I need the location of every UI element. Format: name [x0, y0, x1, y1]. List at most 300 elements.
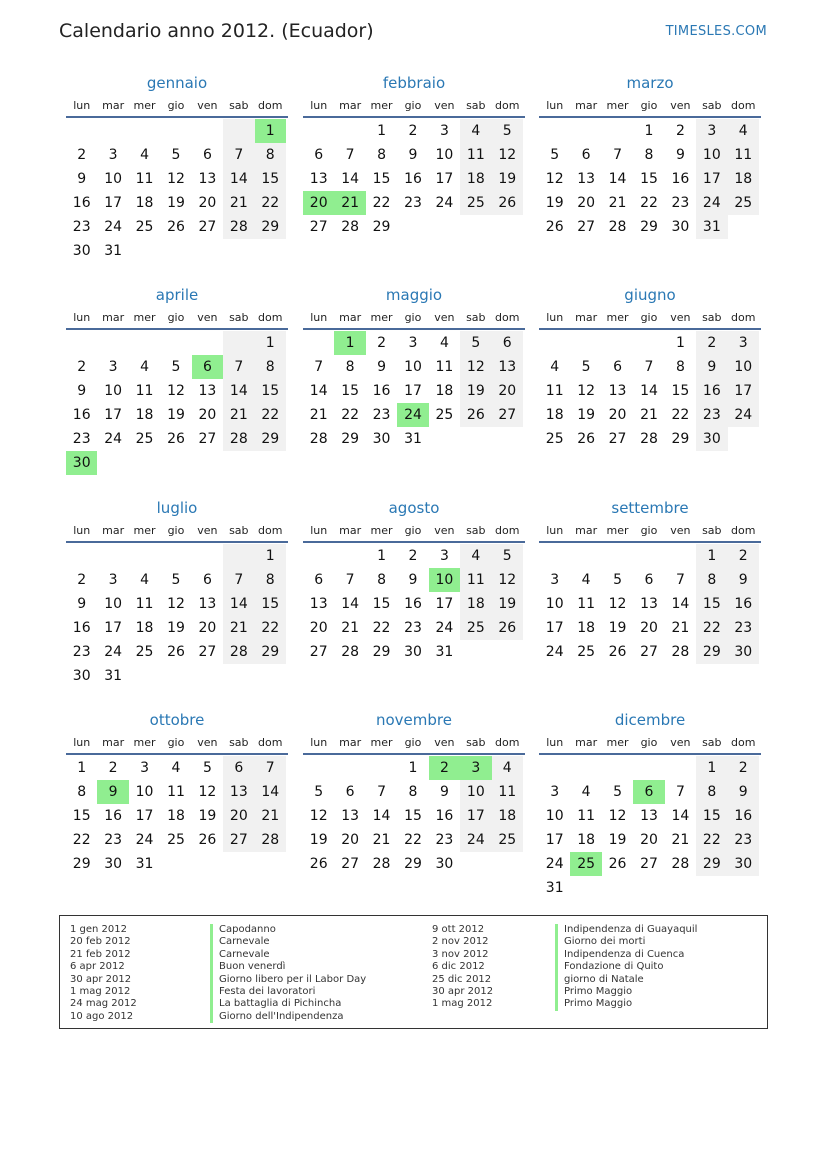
day-cell: 13	[640, 808, 658, 824]
day-cell: 19	[492, 592, 523, 616]
weekday-label: lun	[310, 99, 328, 112]
month-name: luglio	[156, 499, 198, 517]
weekday-label: mar	[575, 736, 598, 749]
day-cell-empty	[192, 119, 223, 143]
day-cell: 21	[671, 832, 690, 848]
day-cell: 15	[671, 383, 690, 399]
day-cell: 18	[728, 167, 759, 191]
day-cell: 24	[545, 644, 564, 660]
day-cell-empty	[429, 427, 460, 451]
weekday-header	[539, 94, 761, 118]
day-cell: 2	[728, 544, 759, 568]
day-cell: 29	[696, 640, 727, 664]
day-cell: 23	[104, 832, 123, 848]
weekday-header	[66, 306, 288, 330]
legend-date: 24 mag 2012	[70, 998, 137, 1010]
day-cell: 15	[372, 596, 391, 612]
day-cell: 2	[675, 123, 685, 139]
day-cell-empty	[460, 852, 491, 876]
day-cell: 10	[545, 596, 564, 612]
weekday-label: sab	[702, 99, 722, 112]
day-cell: 22	[255, 191, 286, 215]
month-settembre	[539, 497, 761, 664]
day-cell: 25	[135, 219, 154, 235]
weekday-header	[539, 519, 761, 543]
day-cell-empty	[492, 640, 523, 664]
month-novembre	[303, 709, 525, 876]
day-cell: 15	[255, 167, 286, 191]
day-cell: 5	[171, 359, 181, 375]
day-cell: 18	[435, 383, 454, 399]
day-cell: 24	[104, 219, 123, 235]
day-cell: 26	[167, 644, 185, 660]
day-cell: 6	[223, 756, 254, 780]
day-cell-empty	[255, 239, 286, 263]
day-cell: 6	[644, 572, 654, 588]
weekday-label: sab	[229, 99, 249, 112]
day-cell-empty	[334, 756, 365, 780]
weekday-label: ven	[434, 99, 455, 112]
day-cell: 8	[377, 147, 387, 163]
day-cell: 23	[728, 616, 759, 640]
day-cell: 11	[728, 143, 759, 167]
day-cell: 26	[167, 219, 185, 235]
weekday-label: ven	[670, 311, 691, 324]
weekday-label: dom	[258, 736, 283, 749]
day-cell: 17	[104, 620, 123, 636]
day-cell: 20	[303, 191, 334, 215]
day-cell: 5	[613, 572, 623, 588]
day-cell: 27	[341, 856, 360, 872]
day-cell: 2	[108, 760, 118, 776]
day-cell-empty	[460, 427, 491, 451]
day-cell-empty	[602, 544, 633, 568]
day-cell-empty	[97, 451, 128, 475]
day-cell: 6	[581, 147, 591, 163]
legend-name: Festa dei lavoratori	[210, 986, 366, 998]
weekday-header	[66, 94, 288, 118]
legend-name: Primo Maggio	[555, 998, 697, 1010]
weekday-label: mer	[606, 736, 629, 749]
month-febbraio	[303, 72, 525, 239]
day-cell-empty	[633, 544, 664, 568]
day-cell: 13	[223, 780, 254, 804]
day-cell: 21	[341, 620, 360, 636]
month-name: novembre	[376, 711, 452, 729]
day-cell: 15	[696, 804, 727, 828]
day-cell: 6	[192, 355, 223, 379]
day-cell: 25	[135, 644, 154, 660]
day-cell: 24	[135, 832, 154, 848]
day-cell: 1	[255, 119, 286, 143]
day-cell-empty	[460, 215, 491, 239]
day-cell-empty	[366, 756, 397, 780]
day-cell: 12	[545, 171, 564, 187]
day-grid	[66, 756, 286, 876]
weekday-label: sab	[466, 736, 486, 749]
day-cell: 24	[545, 856, 564, 872]
month-name: marzo	[626, 74, 674, 92]
day-cell: 24	[728, 403, 759, 427]
day-cell-empty	[97, 331, 128, 355]
day-cell: 6	[314, 147, 324, 163]
day-cell: 9	[696, 355, 727, 379]
day-cell: 23	[728, 828, 759, 852]
day-cell-empty	[460, 640, 491, 664]
day-cell: 28	[223, 215, 254, 239]
day-cell: 25	[545, 431, 564, 447]
legend-name: Primo Maggio	[555, 986, 697, 998]
day-cell: 3	[108, 572, 118, 588]
weekday-header	[66, 731, 288, 755]
day-cell: 26	[492, 191, 523, 215]
day-cell: 24	[104, 431, 123, 447]
day-cell-empty	[570, 756, 601, 780]
day-cell: 25	[492, 828, 523, 852]
day-cell: 10	[460, 780, 491, 804]
day-cell: 20	[198, 620, 217, 636]
weekday-label: gio	[640, 736, 658, 749]
legend-date: 6 apr 2012	[70, 961, 125, 973]
weekday-label: ven	[434, 524, 455, 537]
day-cell: 20	[492, 379, 523, 403]
day-cell: 14	[255, 780, 286, 804]
day-cell: 2	[429, 756, 460, 780]
day-cell: 24	[460, 828, 491, 852]
day-cell: 14	[223, 592, 254, 616]
day-cell: 6	[492, 331, 523, 355]
weekday-label: lun	[310, 736, 328, 749]
day-cell-empty	[192, 544, 223, 568]
day-cell: 2	[728, 756, 759, 780]
weekday-label: lun	[546, 736, 564, 749]
day-cell: 17	[104, 407, 123, 423]
day-cell: 18	[135, 407, 154, 423]
weekday-label: mar	[339, 311, 362, 324]
day-cell: 11	[435, 359, 454, 375]
day-cell: 2	[77, 359, 87, 375]
brand-link[interactable]: TIMESLES.COM	[665, 24, 767, 39]
day-cell: 17	[435, 596, 454, 612]
day-cell: 1	[675, 335, 685, 351]
day-cell: 3	[108, 147, 118, 163]
day-cell-empty	[129, 331, 160, 355]
day-cell: 20	[577, 195, 596, 211]
day-cell: 30	[728, 852, 759, 876]
day-cell: 20	[640, 832, 658, 848]
day-cell-empty	[570, 119, 601, 143]
day-cell: 15	[640, 171, 658, 187]
day-cell: 22	[404, 832, 422, 848]
day-cell: 19	[198, 808, 217, 824]
month-name: febbraio	[382, 74, 446, 92]
weekday-label: mar	[575, 524, 598, 537]
month-agosto	[303, 497, 525, 664]
day-cell: 30	[72, 243, 91, 259]
day-cell: 11	[492, 780, 523, 804]
weekday-label: sab	[229, 736, 249, 749]
day-cell: 30	[435, 856, 454, 872]
day-grid	[303, 119, 523, 239]
day-cell: 25	[570, 852, 601, 876]
day-cell-empty	[303, 119, 334, 143]
weekday-label: lun	[310, 311, 328, 324]
day-cell: 5	[550, 147, 560, 163]
day-grid	[539, 331, 759, 451]
day-cell: 27	[640, 644, 658, 660]
day-cell-empty	[397, 215, 428, 239]
day-cell: 1	[696, 756, 727, 780]
day-cell-empty	[334, 544, 365, 568]
day-cell: 9	[408, 572, 418, 588]
day-cell: 28	[671, 644, 690, 660]
day-cell: 19	[460, 379, 491, 403]
page-title: Calendario anno 2012. (Ecuador)	[59, 20, 374, 42]
day-cell: 1	[696, 544, 727, 568]
day-cell-empty	[665, 756, 696, 780]
weekday-header	[303, 306, 525, 330]
day-cell: 20	[309, 620, 328, 636]
day-cell: 12	[167, 383, 185, 399]
day-cell: 8	[345, 359, 355, 375]
day-cell: 22	[372, 195, 391, 211]
day-cell-empty	[602, 756, 633, 780]
day-cell: 7	[644, 359, 654, 375]
day-cell: 30	[372, 431, 391, 447]
day-cell: 19	[577, 407, 596, 423]
day-cell-empty	[223, 119, 254, 143]
day-cell: 12	[608, 808, 627, 824]
day-cell: 10	[429, 568, 460, 592]
day-cell: 28	[255, 828, 286, 852]
day-cell: 1	[77, 760, 87, 776]
legend-name: Carnevale	[210, 936, 366, 948]
day-cell: 18	[460, 167, 491, 191]
day-cell: 10	[135, 784, 154, 800]
day-cell: 16	[104, 808, 123, 824]
weekday-label: mar	[102, 99, 125, 112]
day-cell: 29	[72, 856, 91, 872]
day-cell: 13	[640, 596, 658, 612]
day-cell: 28	[372, 856, 391, 872]
day-cell: 21	[223, 191, 254, 215]
legend-date: 1 gen 2012	[70, 924, 128, 935]
day-cell: 3	[460, 756, 491, 780]
day-cell: 2	[408, 548, 418, 564]
weekday-label: dom	[731, 311, 756, 324]
day-cell: 8	[675, 359, 685, 375]
holiday-legend	[59, 915, 768, 1029]
day-cell: 8	[644, 147, 654, 163]
day-cell: 5	[492, 119, 523, 143]
weekday-label: sab	[466, 99, 486, 112]
weekday-label: mar	[575, 311, 598, 324]
day-cell-empty	[492, 852, 523, 876]
weekday-header	[303, 731, 525, 755]
day-cell: 2	[77, 147, 87, 163]
day-cell: 28	[608, 219, 627, 235]
weekday-label: mer	[370, 311, 393, 324]
day-cell: 13	[577, 171, 596, 187]
day-cell-empty	[66, 119, 97, 143]
legend-date: 2 nov 2012	[432, 936, 489, 948]
legend-date: 21 feb 2012	[70, 948, 131, 960]
weekday-label: sab	[702, 524, 722, 537]
day-cell-empty	[539, 544, 570, 568]
day-cell: 18	[135, 195, 154, 211]
day-cell: 31	[404, 431, 422, 447]
day-grid	[539, 756, 759, 900]
day-cell-empty	[129, 664, 160, 688]
day-cell: 11	[545, 383, 564, 399]
day-cell: 26	[577, 431, 596, 447]
day-cell: 12	[608, 596, 627, 612]
day-cell: 20	[198, 195, 217, 211]
day-cell-empty	[665, 544, 696, 568]
day-cell: 20	[223, 804, 254, 828]
day-grid	[539, 119, 759, 239]
weekday-label: dom	[731, 524, 756, 537]
day-cell-empty	[696, 876, 727, 900]
day-cell: 7	[345, 572, 355, 588]
weekday-label: dom	[495, 736, 520, 749]
day-cell: 8	[696, 568, 727, 592]
day-cell: 3	[140, 760, 150, 776]
day-grid	[303, 544, 523, 664]
weekday-label: mar	[339, 736, 362, 749]
day-cell: 21	[334, 191, 365, 215]
weekday-label: gio	[404, 99, 422, 112]
day-cell: 18	[167, 808, 185, 824]
day-cell: 29	[372, 219, 391, 235]
day-cell: 17	[460, 804, 491, 828]
legend-date: 30 apr 2012	[432, 985, 494, 997]
day-cell: 27	[198, 644, 217, 660]
day-cell: 14	[341, 596, 360, 612]
day-cell-empty	[633, 331, 664, 355]
day-cell: 1	[377, 123, 387, 139]
day-cell: 28	[640, 431, 658, 447]
day-cell: 14	[671, 808, 690, 824]
day-cell: 14	[223, 379, 254, 403]
day-cell: 14	[640, 383, 658, 399]
day-grid	[66, 544, 286, 688]
day-cell: 19	[492, 167, 523, 191]
weekday-label: sab	[229, 524, 249, 537]
day-cell: 27	[198, 219, 217, 235]
day-cell-empty	[97, 119, 128, 143]
weekday-label: mer	[133, 311, 156, 324]
day-cell: 16	[696, 379, 727, 403]
day-cell-empty	[633, 876, 664, 900]
day-cell: 9	[675, 147, 685, 163]
weekday-label: gio	[167, 736, 185, 749]
day-cell: 18	[460, 592, 491, 616]
day-cell-empty	[570, 544, 601, 568]
day-cell: 7	[223, 568, 254, 592]
day-cell: 21	[255, 804, 286, 828]
legend-name: Giorno libero per il Labor Day	[210, 974, 366, 986]
day-cell: 7	[345, 147, 355, 163]
legend-date: 25 dic 2012	[432, 973, 492, 985]
day-cell: 22	[255, 403, 286, 427]
weekday-label: gio	[167, 99, 185, 112]
day-cell: 9	[77, 596, 87, 612]
legend-date: 9 ott 2012	[432, 924, 485, 935]
day-cell-empty	[492, 215, 523, 239]
day-cell-empty	[129, 119, 160, 143]
day-cell: 2	[377, 335, 387, 351]
day-cell: 22	[671, 407, 690, 423]
day-cell: 31	[104, 243, 123, 259]
month-name: ottobre	[149, 711, 205, 729]
day-cell: 16	[72, 407, 91, 423]
legend-name: Buon venerdì	[210, 961, 366, 973]
day-cell: 22	[341, 407, 360, 423]
weekday-label: lun	[546, 99, 564, 112]
weekday-label: mar	[102, 736, 125, 749]
day-cell: 1	[377, 548, 387, 564]
day-cell: 19	[167, 195, 185, 211]
day-cell: 18	[545, 407, 564, 423]
day-cell: 26	[492, 616, 523, 640]
day-cell-empty	[429, 215, 460, 239]
day-cell: 6	[202, 147, 212, 163]
day-cell: 26	[198, 832, 217, 848]
day-cell: 4	[171, 760, 181, 776]
day-cell: 13	[198, 383, 217, 399]
day-cell: 7	[314, 359, 324, 375]
day-cell: 23	[72, 431, 91, 447]
day-cell-empty	[160, 239, 191, 263]
weekday-label: ven	[670, 524, 691, 537]
day-cell: 2	[408, 123, 418, 139]
day-cell: 29	[696, 852, 727, 876]
day-cell: 18	[577, 620, 596, 636]
day-cell: 4	[550, 359, 560, 375]
day-cell: 28	[223, 640, 254, 664]
day-cell: 4	[581, 784, 591, 800]
day-cell: 17	[696, 167, 727, 191]
day-cell: 30	[404, 644, 422, 660]
day-cell: 29	[372, 644, 391, 660]
day-cell: 1	[334, 331, 365, 355]
day-cell-empty	[303, 756, 334, 780]
day-grid	[303, 331, 523, 451]
day-cell: 14	[608, 171, 627, 187]
day-cell: 29	[255, 427, 286, 451]
legend-left-dates	[70, 924, 137, 1023]
day-cell-empty	[66, 331, 97, 355]
day-cell: 2	[696, 331, 727, 355]
month-name: gennaio	[146, 74, 208, 92]
day-cell-empty	[160, 664, 191, 688]
day-cell: 16	[435, 808, 454, 824]
weekday-header	[66, 519, 288, 543]
weekday-header	[539, 306, 761, 330]
day-cell: 10	[104, 171, 123, 187]
day-cell: 22	[640, 195, 658, 211]
day-cell: 27	[608, 431, 627, 447]
day-cell: 24	[104, 644, 123, 660]
day-cell: 10	[545, 808, 564, 824]
day-cell: 17	[435, 171, 454, 187]
day-cell: 3	[550, 784, 560, 800]
day-cell: 6	[633, 780, 664, 804]
month-dicembre	[539, 709, 761, 900]
day-cell: 9	[728, 780, 759, 804]
month-maggio	[303, 284, 525, 451]
